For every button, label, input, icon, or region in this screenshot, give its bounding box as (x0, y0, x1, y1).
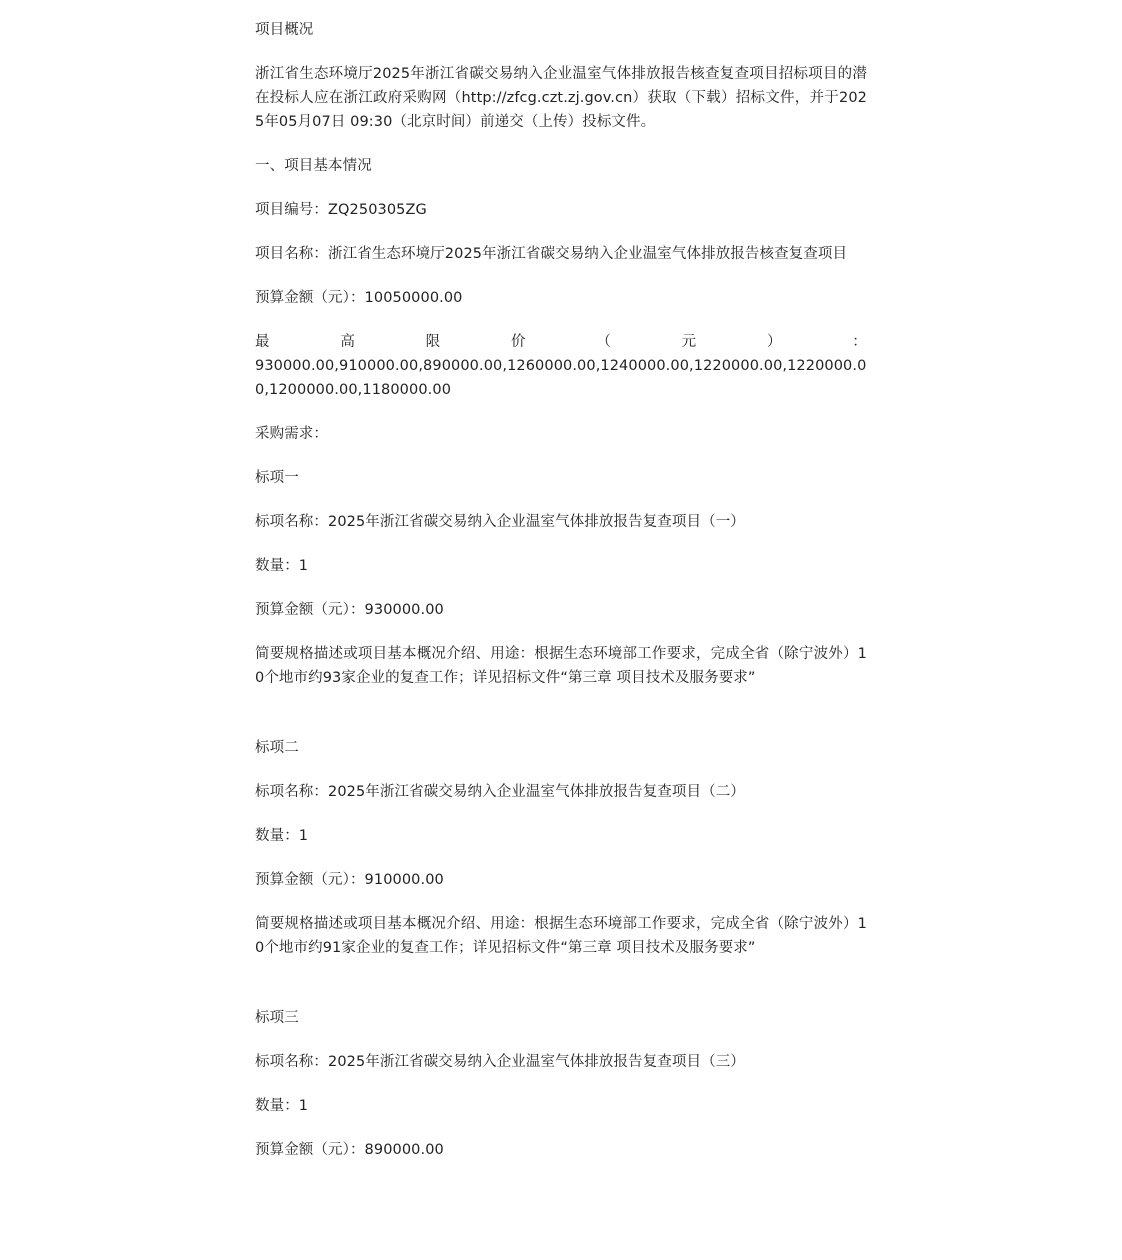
procurement-needs-heading: 采购需求： (255, 426, 328, 442)
max-price-values: 930000.00,910000.00,890000.00,1260000.00,1240000.00,1220000.00,1220000.00,1200000.00,1180000.00 (255, 358, 867, 398)
lot-title: 标项三 (255, 1010, 299, 1026)
max-price-label-char: 最 (255, 334, 270, 350)
lot-description: 简要规格描述或项目基本概况介绍、用途：根据生态环境部工作要求，完成全省（除宁波外）10个地市约93家企业的复查工作；详见招标文件“第三章 项目技术及服务要求” (255, 646, 867, 686)
lot-budget: 预算金额（元）：910000.00 (255, 872, 444, 888)
lot-title: 标项一 (255, 470, 299, 486)
overview-intro: 浙江省生态环境厅2025年浙江省碳交易纳入企业温室气体排放报告核查复查项目招标项目的潜在投标人应在浙江政府采购网（http://zfcg.czt.zj.gov.cn）获取（下载）招标文件，并于2025年05月07日 09:30（北京时间）前递交（上传）投标文件。 (255, 66, 867, 130)
lot-budget: 预算金额（元）：890000.00 (255, 1142, 444, 1158)
lot-name: 标项名称：2025年浙江省碳交易纳入企业温室气体排放报告复查项目（一） (255, 514, 745, 530)
max-price-label (255, 330, 867, 354)
lot-description: 简要规格描述或项目基本概况介绍、用途：根据生态环境部工作要求，完成全省（除宁波外）10个地市约91家企业的复查工作；详见招标文件“第三章 项目技术及服务要求” (255, 916, 867, 956)
project-budget: 预算金额（元）：10050000.00 (255, 290, 463, 306)
basic-info-heading: 一、项目基本情况 (255, 158, 372, 174)
max-price-label-char: 元 (681, 334, 697, 350)
max-price (255, 330, 867, 402)
max-price-label-char: ： (852, 334, 867, 350)
max-price-label-char: 价 (510, 334, 526, 350)
project-number: 项目编号：ZQ250305ZG (255, 202, 427, 218)
lot-name: 标项名称：2025年浙江省碳交易纳入企业温室气体排放报告复查项目（三） (255, 1054, 745, 1070)
lot-name: 标项名称：2025年浙江省碳交易纳入企业温室气体排放报告复查项目（二） (255, 784, 745, 800)
max-price-label-char: 高 (340, 334, 355, 350)
lot-title: 标项二 (255, 740, 299, 756)
lot-quantity: 数量：1 (255, 828, 309, 844)
lot-quantity: 数量：1 (255, 558, 309, 574)
document-body (255, 18, 867, 1182)
project-name: 项目名称：浙江省生态环境厅2025年浙江省碳交易纳入企业温室气体排放报告核查复查项目 (255, 246, 848, 262)
lot-budget: 预算金额（元）：930000.00 (255, 602, 444, 618)
overview-heading: 项目概况 (255, 22, 314, 38)
max-price-label-char: ） (766, 334, 782, 350)
max-price-label-char: 限 (425, 334, 441, 350)
max-price-label-char: （ (596, 334, 611, 350)
lot-quantity: 数量：1 (255, 1098, 309, 1114)
